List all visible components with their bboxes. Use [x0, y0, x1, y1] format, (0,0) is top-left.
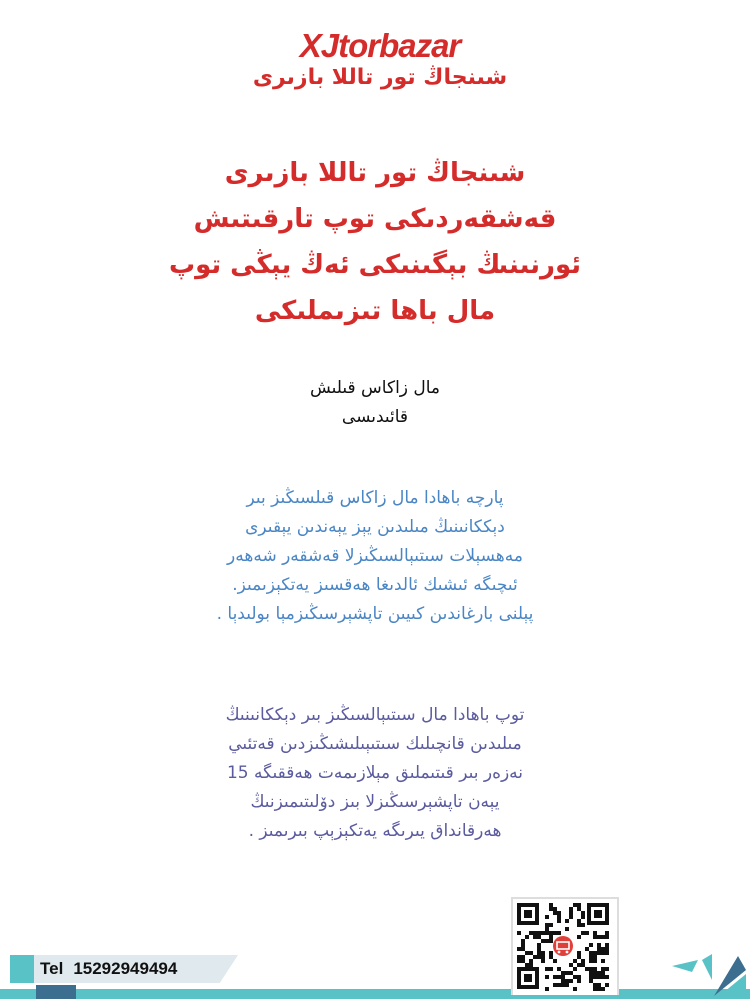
title-line: ئورنىنىڭ بېگىنىكى ئەڭ يېڭى توپ: [168, 250, 582, 280]
paragraph-line: مەھسېلات سىتىېالسىڭىزلا قەشقەر شەھەر: [227, 546, 523, 566]
contact-phone: [40, 956, 187, 982]
shopping-cart-icon: [553, 936, 573, 956]
paragraph-line: پارچە باھادا مال زاكاس قىلسىڭىز بىر: [246, 488, 504, 508]
tel-number: 15292949494: [73, 959, 178, 978]
paragraph-line: نەزەر بىر قىتىملىق مېلازىمەت ھەققىگە 15: [226, 763, 524, 783]
title-line: مال باھا تىزىملىكى: [254, 296, 496, 326]
paragraph-line: توپ باھادا مال سىتىېالسىڭىز بىر دېككانىنىڭ: [225, 705, 525, 725]
paragraph-line: ئىچىگە ئىشىك ئالدىغا ھەقسىز يەتكېزىمىز.: [232, 575, 518, 595]
qr-code-icon[interactable]: [511, 897, 619, 995]
paragraph-line: پېلنى بارغاندىن كىيىن تاپشېرسىڭىزمېا بولىدېا .: [216, 604, 534, 624]
retail-rules-paragraph: [120, 484, 630, 629]
tel-label: Tel: [40, 959, 64, 978]
section-heading: [175, 374, 575, 432]
wholesale-rules-paragraph: [120, 701, 630, 846]
page-title: [100, 150, 650, 334]
logo-uyghur-text: شىنجاڭ تور تاللا بازىرى: [252, 65, 508, 90]
footer-accent: [36, 985, 76, 999]
title-line: شىنجاڭ تور تاللا بازىرى: [224, 158, 526, 188]
paragraph-line: ھەرقانداق يىرىگە يەتكېزېپ بىرىمىز .: [248, 821, 502, 841]
footer-band: [0, 989, 750, 999]
tel-bar-accent: [10, 955, 34, 983]
paragraph-line: دېككانىنىڭ مىلىدىن يېز يېەندىن يېقىرى: [245, 517, 505, 537]
logo-latin-text: XJtorbazar: [299, 27, 461, 64]
paragraph-line: مىلىدىن قانچىلىك سىتىېىلىشىڭىزدىن قەتئىي: [228, 734, 522, 754]
subtitle-line: مال زاكاس قىلىش: [309, 378, 441, 398]
title-line: قەشقەردىكى توپ تارقىتىش: [193, 204, 557, 234]
subtitle-line: قائىدىسى: [341, 407, 409, 427]
brand-logo: [250, 28, 510, 94]
paragraph-line: يېەن تاپشېرسىڭىزلا بىز دۆلىتىمىزنىڭ: [250, 792, 500, 812]
decorative-shapes: [668, 952, 748, 999]
